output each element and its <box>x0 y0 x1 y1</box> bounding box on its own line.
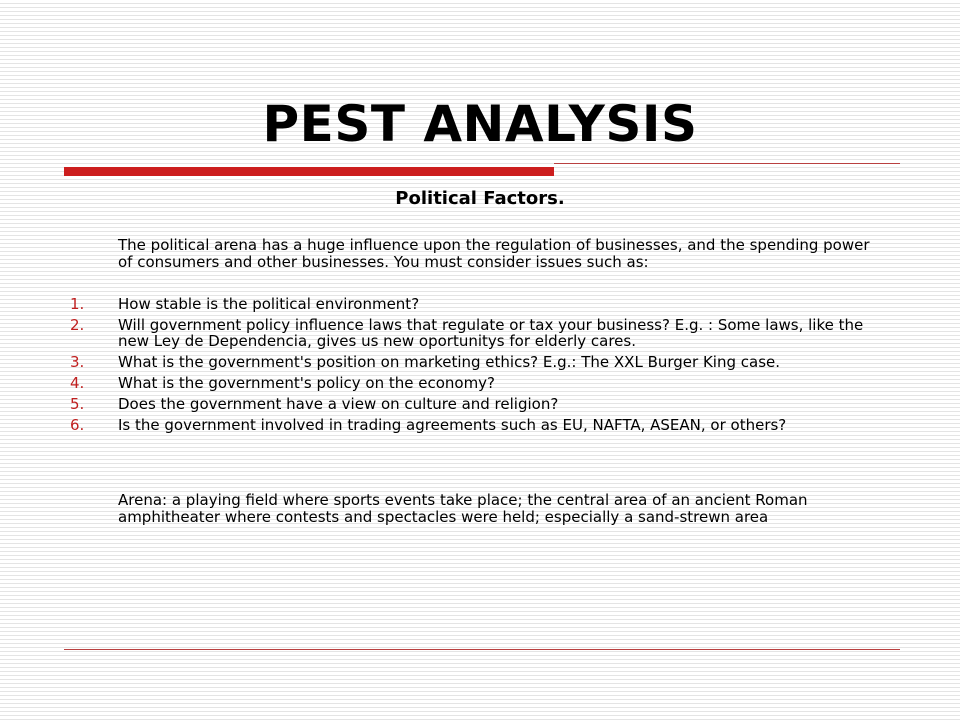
list-item <box>70 396 890 412</box>
title-divider-thin <box>554 163 900 164</box>
slide-subtitle: Political Factors. <box>395 188 565 209</box>
list-item <box>70 354 890 370</box>
list-item-text: Will government policy influence laws that regulate or tax your business? E.g. : Some laws, like the new Ley de Dependencia, gives us new oportunitys for elderly cares. <box>118 316 864 350</box>
list-item <box>70 417 890 433</box>
list-item-text: What is the government's position on marketing ethics? E.g.: The XXL Burger King case. <box>118 353 781 371</box>
list-item-text: Does the government have a view on culture and religion? <box>118 395 559 413</box>
list-item <box>70 375 890 391</box>
list-item-number: 4. <box>70 374 85 392</box>
intro-paragraph: The political arena has a huge influence upon the regulation of businesses, and the spending power of consumers and other businesses. You must consider issues such as: <box>118 236 870 271</box>
list-item-number: 3. <box>70 353 85 371</box>
footer-divider <box>64 649 900 650</box>
slide-title: PEST ANALYSIS <box>262 95 698 153</box>
list-item <box>70 296 890 312</box>
factor-list <box>70 296 890 438</box>
list-item-number: 2. <box>70 316 85 334</box>
list-item-number: 5. <box>70 395 85 413</box>
title-divider-thick <box>64 167 554 176</box>
list-item <box>70 317 890 349</box>
list-item-number: 6. <box>70 416 85 434</box>
list-item-number: 1. <box>70 295 85 313</box>
definition-note: Arena: a playing field where sports events take place; the central area of an ancient Roman amphitheater where contests and spectacles were held; especially a sand-strewn area <box>118 491 808 526</box>
list-item-text: Is the government involved in trading agreements such as EU, NAFTA, ASEAN, or others? <box>118 416 787 434</box>
list-item-text: What is the government's policy on the economy? <box>118 374 496 392</box>
list-item-text: How stable is the political environment? <box>118 295 420 313</box>
